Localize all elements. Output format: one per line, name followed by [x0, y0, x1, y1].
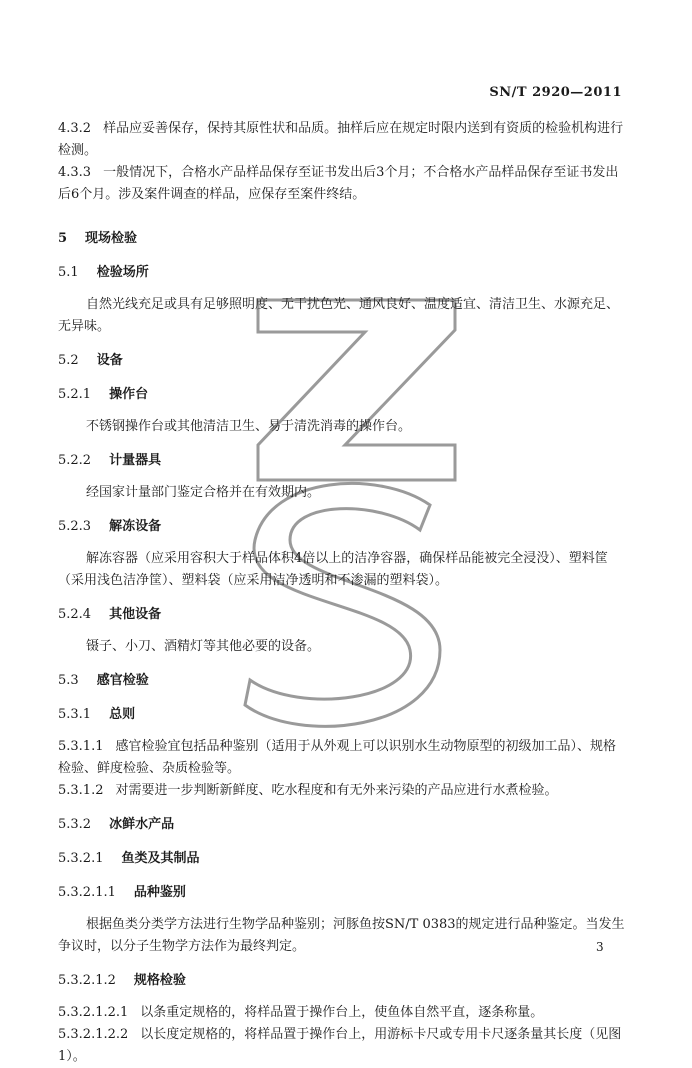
document-code: SN/T 2920—2011 [489, 85, 622, 100]
heading-title: 总则 [109, 707, 136, 722]
heading-number: 5.2.2 [58, 453, 92, 468]
clause-4-3-2 [58, 118, 628, 162]
heading-title: 解冻设备 [109, 519, 162, 534]
heading-number: 5.3.2.1.1 [58, 885, 116, 900]
heading-5-1 [58, 262, 628, 284]
clause-text: 以长度定规格的，将样品置于操作台上，用游标卡尺或专用卡尺逐条量其长度（见图1）。 [58, 1027, 622, 1064]
heading-title: 检验场所 [96, 265, 149, 280]
heading-5-3-2-1 [58, 848, 628, 870]
paragraph: 自然光线充足或具有足够照明度、无干扰色光、通风良好、温度适宜、清洁卫生、水源充足、无异味。 [58, 297, 620, 334]
heading-title: 感官检验 [96, 673, 149, 688]
clause-text: 一般情况下，合格水产品样品保存至证书发出后3个月；不合格水产品样品保存至证书发出后6个月。涉及案件调查的样品，应保存至案件终结。 [58, 165, 619, 202]
section-title: 现场检验 [85, 231, 138, 246]
clause-text: 对需要进一步判断新鲜度、吃水程度和有无外来污染的产品应进行水煮检验。 [115, 783, 558, 798]
heading-5-2-2 [58, 450, 628, 472]
section-5-heading [58, 228, 628, 250]
clause-number: 4.3.3 [58, 165, 92, 180]
clause-text: 感官检验宜包括品种鉴别（适用于从外观上可以识别水生动物原型的初级加工品）、规格检验、鲜度检验、杂质检验等。 [58, 739, 616, 776]
heading-5-2 [58, 350, 628, 372]
heading-title: 设备 [96, 353, 123, 368]
heading-5-2-1 [58, 384, 628, 406]
paragraph: 根据鱼类分类学方法进行生物学品种鉴别；河豚鱼按SN/T 0383的规定进行品种鉴定。当发生争议时，以分子生物学方法作为最终判定。 [58, 917, 625, 954]
paragraph: 经国家计量部门鉴定合格并在有效期内。 [86, 485, 321, 500]
heading-number: 5.2.3 [58, 519, 92, 534]
clause-5-3-1-2 [58, 780, 628, 802]
heading-5-2-3 [58, 516, 628, 538]
clause-text: 以条重定规格的，将样品置于操作台上，使鱼体自然平直，逐条称量。 [140, 1005, 544, 1020]
heading-number: 5.1 [58, 265, 79, 280]
heading-title: 操作台 [109, 387, 149, 402]
heading-number: 5.3 [58, 673, 79, 688]
page-number: 3 [596, 940, 604, 954]
heading-number: 5.2.4 [58, 607, 92, 622]
document-body [58, 118, 628, 1068]
heading-title: 计量器具 [109, 453, 162, 468]
heading-title: 冰鲜水产品 [109, 817, 175, 832]
clause-text: 样品应妥善保存，保持其原性状和品质。抽样后应在规定时限内送到有资质的检验机构进行检测。 [58, 121, 624, 158]
clause-4-3-3 [58, 162, 628, 206]
heading-5-3-2-1-1 [58, 882, 628, 904]
heading-title: 其他设备 [109, 607, 162, 622]
clause-number: 5.3.1.2 [58, 783, 104, 798]
clause-number: 5.3.2.1.2.2 [58, 1027, 129, 1042]
heading-number: 5.3.2.1 [58, 851, 104, 866]
clause-5-3-2-1-2-1 [58, 1002, 628, 1024]
paragraph: 解冻容器（应采用容积大于样品体积4倍以上的洁净容器，确保样品能被完全浸没）、塑料筐（采用浅色洁净筐）、塑料袋（应采用洁净透明和不渗漏的塑料袋）。 [58, 551, 608, 588]
heading-title: 鱼类及其制品 [121, 851, 200, 866]
heading-title: 品种鉴别 [133, 885, 186, 900]
clause-number: 5.3.1.1 [58, 739, 104, 754]
heading-5-2-4 [58, 604, 628, 626]
heading-5-3-2 [58, 814, 628, 836]
heading-5-3 [58, 670, 628, 692]
heading-number: 5.3.1 [58, 707, 92, 722]
heading-number: 5.3.2.1.2 [58, 973, 116, 988]
section-number: 5 [58, 231, 68, 246]
heading-5-3-1 [58, 704, 628, 726]
paragraph: 镊子、小刀、酒精灯等其他必要的设备。 [86, 639, 321, 654]
paragraph: 不锈钢操作台或其他清洁卫生、易于清洗消毒的操作台。 [86, 419, 412, 434]
clause-5-3-1-1 [58, 736, 628, 780]
heading-number: 5.3.2 [58, 817, 92, 832]
heading-number: 5.2.1 [58, 387, 92, 402]
heading-number: 5.2 [58, 353, 79, 368]
clause-5-3-2-1-2-2 [58, 1024, 628, 1068]
heading-5-3-2-1-2 [58, 970, 628, 992]
clause-number: 4.3.2 [58, 121, 92, 136]
heading-title: 规格检验 [133, 973, 186, 988]
clause-number: 5.3.2.1.2.1 [58, 1005, 129, 1020]
